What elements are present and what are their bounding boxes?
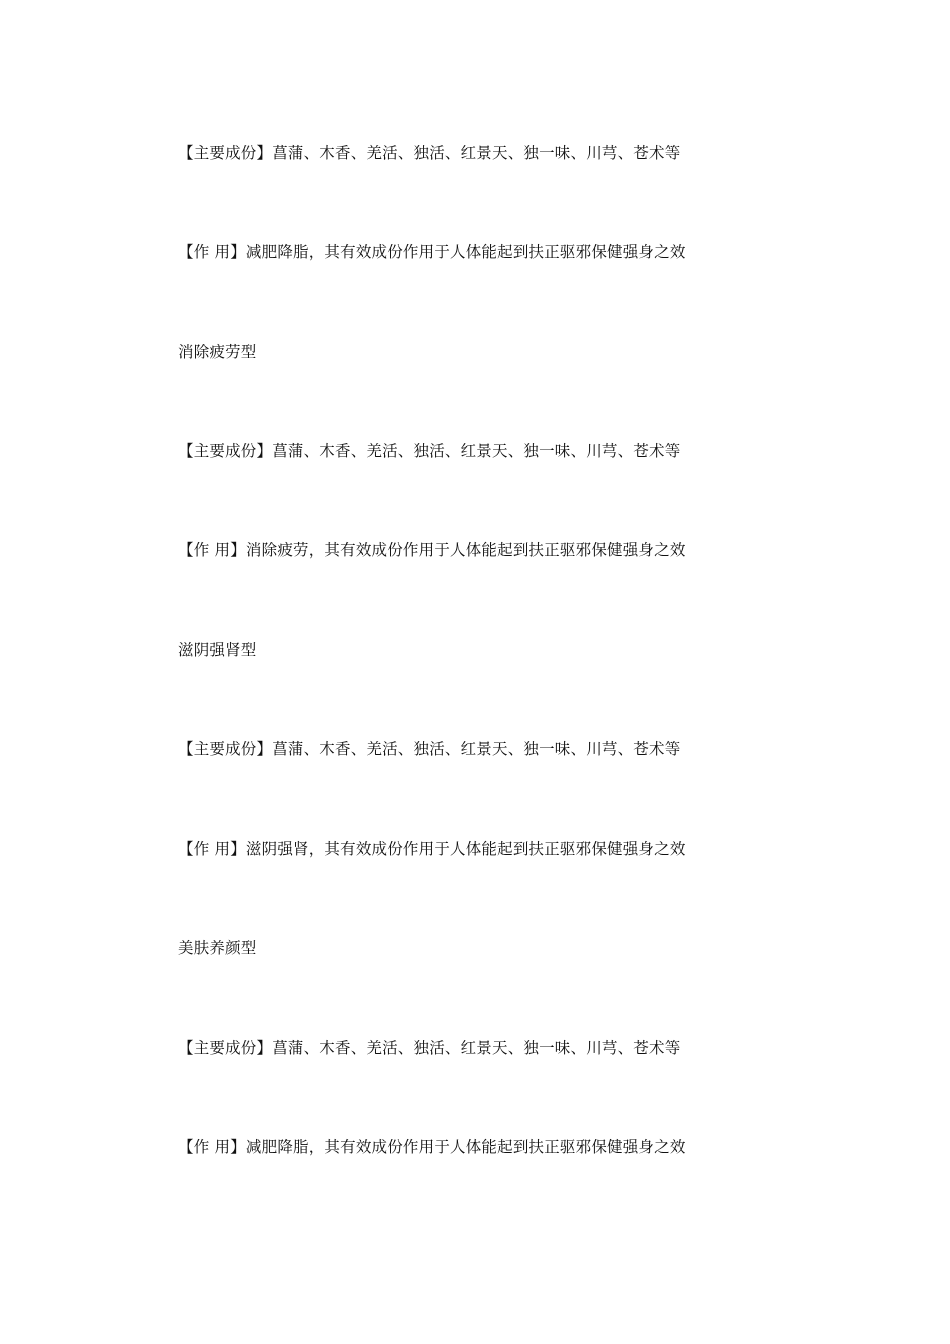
section-heading: 消除疲劳型 [178, 343, 257, 361]
section-heading: 美肤养颜型 [178, 939, 257, 957]
ingredients-line: 【主要成份】菖蒲、木香、羌活、独活、红景天、独一味、川芎、苍术等 [178, 1039, 681, 1057]
effect-line: 【作 用】减肥降脂，其有效成份作用于人体能起到扶正驱邪保健强身之效 [178, 1138, 686, 1156]
effect-line: 【作 用】减肥降脂，其有效成份作用于人体能起到扶正驱邪保健强身之效 [178, 243, 686, 261]
ingredients-line: 【主要成份】菖蒲、木香、羌活、独活、红景天、独一味、川芎、苍术等 [178, 144, 681, 162]
section-heading: 滋阴强肾型 [178, 641, 257, 659]
ingredients-line: 【主要成份】菖蒲、木香、羌活、独活、红景天、独一味、川芎、苍术等 [178, 442, 681, 460]
ingredients-line: 【主要成份】菖蒲、木香、羌活、独活、红景天、独一味、川芎、苍术等 [178, 740, 681, 758]
effect-line: 【作 用】消除疲劳，其有效成份作用于人体能起到扶正驱邪保健强身之效 [178, 541, 686, 559]
effect-line: 【作 用】滋阴强肾，其有效成份作用于人体能起到扶正驱邪保健强身之效 [178, 840, 686, 858]
